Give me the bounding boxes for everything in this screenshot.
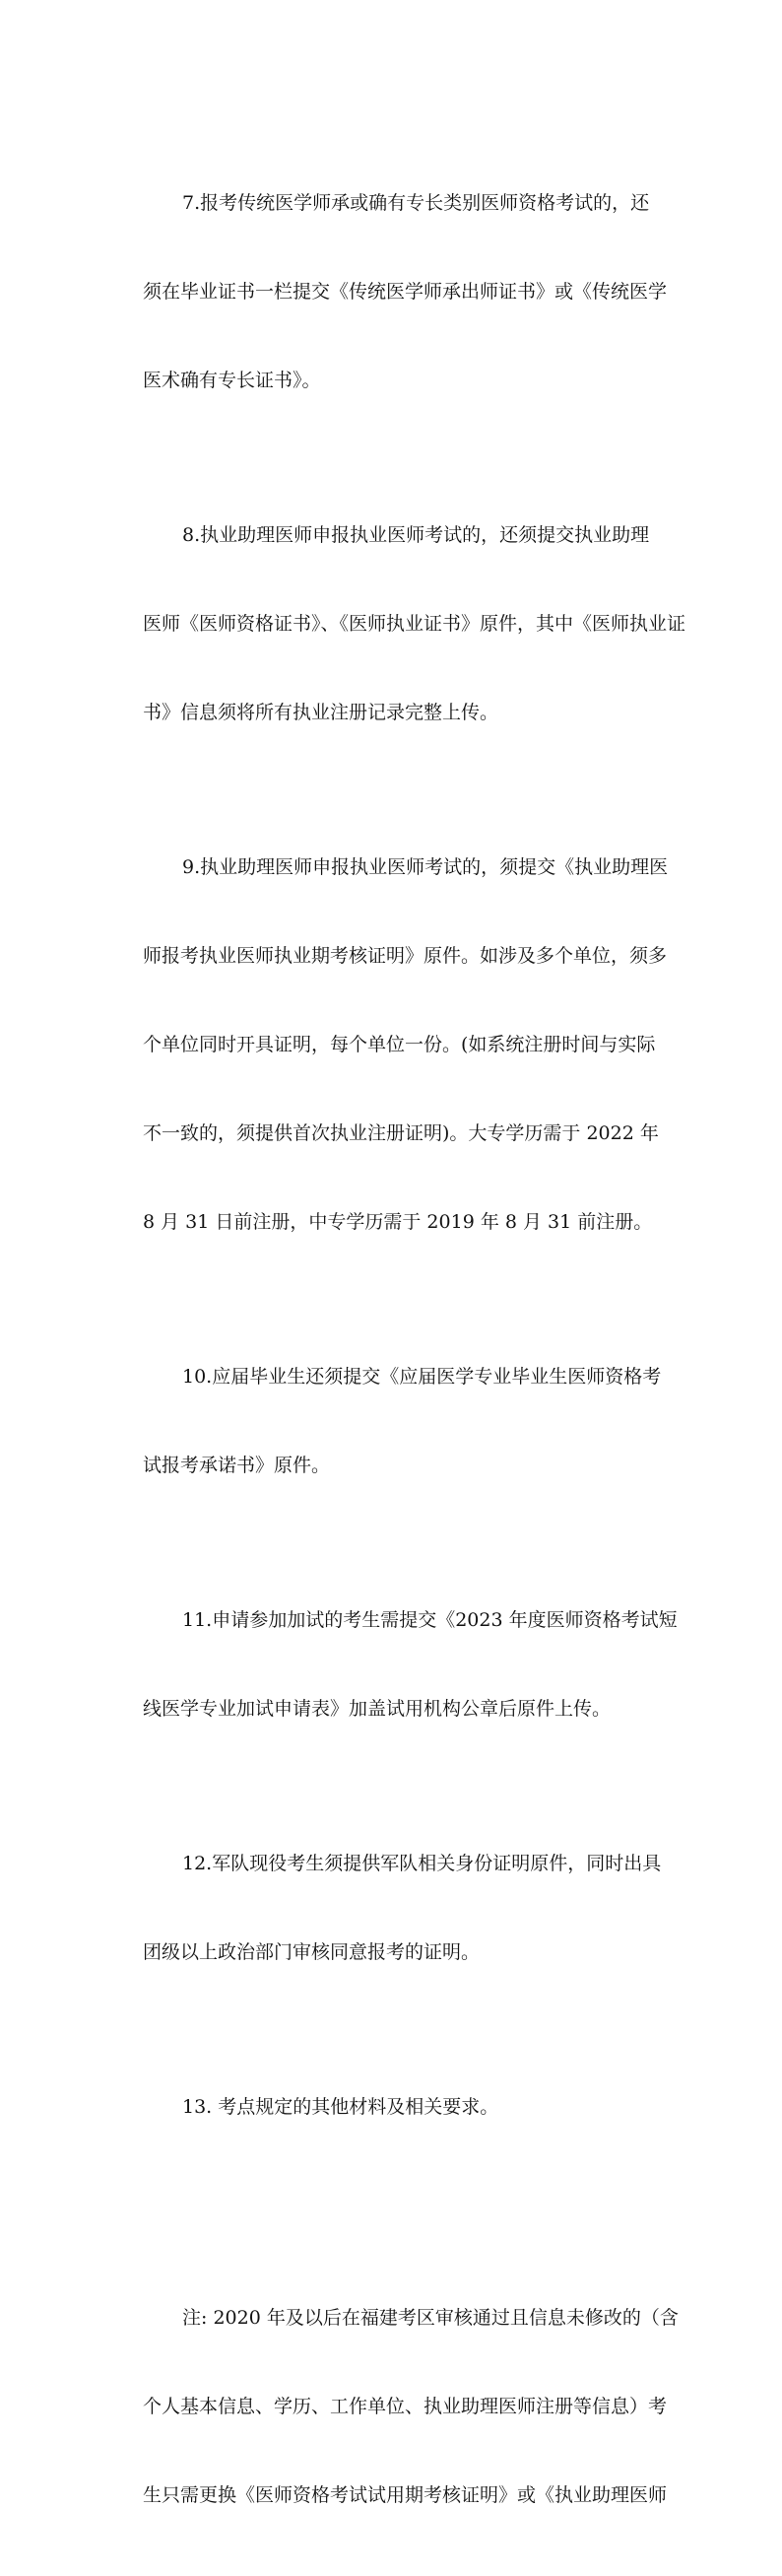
- item-7-paragraph: [103, 129, 677, 454]
- text-line: 个人基本信息、学历、工作单位、执业助理医师注册等信息）考: [143, 2396, 668, 2417]
- text-line: 医师《医师资格证书》、《医师执业证书》原件，其中《医师执业证: [143, 613, 686, 635]
- document-body: [103, 129, 686, 2576]
- note-paragraph: [103, 2244, 677, 2569]
- text-line: 医术确有专长证书》。: [143, 370, 321, 391]
- item-13-paragraph: [103, 2033, 677, 2181]
- text-line: 师报考执业医师执业期考核证明》原件。如涉及多个单位，须多: [143, 945, 668, 967]
- text-line: 12.军队现役考生须提供军队相关身份证明原件，同时出具: [182, 1853, 662, 1874]
- text-line: 个单位同时开具证明，每个单位一份。(如系统注册时间与实际: [143, 1034, 656, 1055]
- section-spacer: [103, 2188, 677, 2244]
- text-line: 8.执业助理医师申报执业医师考试的，还须提交执业助理: [182, 524, 650, 546]
- text-line: 不一致的，须提供首次执业注册证明)。大专学历需于 2022 年: [143, 1122, 659, 1144]
- item-9-paragraph: [103, 793, 677, 1296]
- text-line: 7.报考传统医学师承或确有专长类别医师资格考试的，还: [182, 192, 650, 214]
- text-line: 试报考承诺书》原件。: [143, 1455, 331, 1476]
- item-8-paragraph: [103, 461, 686, 786]
- text-line: 11.申请参加加试的考生需提交《2023 年度医师资格考试短: [182, 1609, 678, 1631]
- item-10-paragraph: [103, 1303, 677, 1539]
- text-line: 生只需更换《医师资格考试试用期考核证明》或《执业助理医师: [143, 2484, 668, 2506]
- text-line: 注: 2020 年及以后在福建考区审核通过且信息未修改的（含: [182, 2307, 679, 2329]
- text-line: 线医学专业加试申请表》加盖试用机构公章后原件上传。: [143, 1698, 612, 1720]
- item-12-paragraph: [103, 1790, 677, 2026]
- text-line: 9.执业助理医师申报执业医师考试的，须提交《执业助理医: [182, 856, 669, 878]
- text-line: 8 月 31 日前注册，中专学历需于 2019 年 8 月 31 前注册。: [143, 1211, 653, 1233]
- text-line: 10.应届毕业生还须提交《应届医学专业毕业生医师资格考: [182, 1366, 662, 1388]
- text-line: 13. 考点规定的其他材料及相关要求。: [182, 2096, 499, 2118]
- text-line: 书》信息须将所有执业注册记录完整上传。: [143, 702, 499, 723]
- text-line: 团级以上政治部门审核同意报考的证明。: [143, 1941, 481, 1963]
- item-11-paragraph: [103, 1546, 677, 1783]
- text-line: 须在毕业证书一栏提交《传统医学师承出师证书》或《传统医学: [143, 281, 668, 303]
